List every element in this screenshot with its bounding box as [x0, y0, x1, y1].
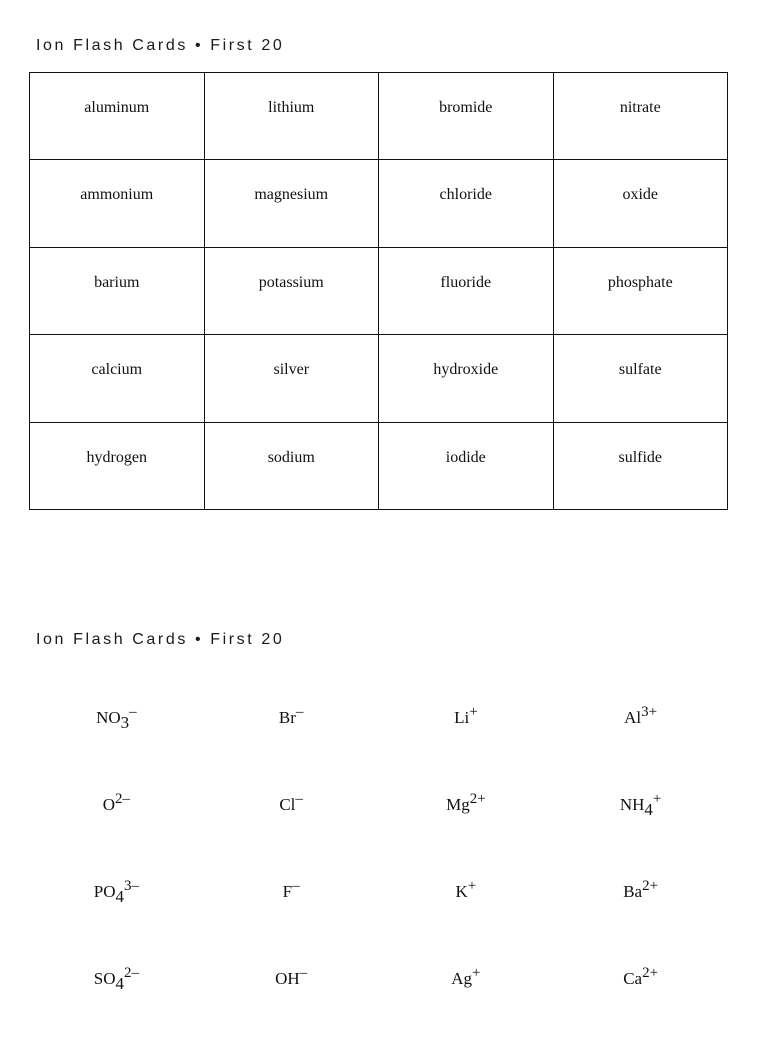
ion-name-card: bromide [379, 73, 554, 160]
ion-formula-card [204, 787, 379, 874]
ion-name-card: lithium [204, 73, 379, 160]
ion-formula-card [553, 874, 728, 961]
ion-name-card: silver [204, 335, 379, 422]
formula-charge: 2– [123, 965, 139, 981]
ion-formula-card [204, 700, 379, 787]
table-row [30, 73, 728, 160]
formula-charge: – [292, 878, 300, 894]
ion-formula-card [553, 787, 728, 874]
formula-symbol: Al [624, 708, 642, 727]
formula-subscript: 4 [115, 887, 124, 906]
formula-charge: 2+ [642, 878, 659, 894]
table-row [30, 335, 728, 422]
formula-subscript: 3 [120, 713, 130, 732]
formula-symbol: NO [96, 708, 121, 727]
ion-formula-card [29, 874, 204, 961]
formula-symbol: Ca [623, 969, 643, 988]
formula-charge: + [467, 878, 477, 894]
ion-name-card: calcium [30, 335, 205, 422]
ion-formula-card [204, 961, 379, 1048]
formula-symbol: Ag [451, 969, 473, 988]
formula-symbol: OH [275, 969, 300, 988]
formula-symbol: Ba [623, 882, 643, 901]
ion-name-card: hydroxide [379, 335, 554, 422]
ion-name-card: aluminum [30, 73, 205, 160]
ion-name-card: magnesium [204, 160, 379, 247]
ion-formula-card [204, 874, 379, 961]
formula-symbol: K [455, 882, 468, 901]
ion-name-card: nitrate [553, 73, 728, 160]
page-heading-formulas: Ion Flash Cards • First 20 [36, 631, 285, 648]
formula-charge: 3+ [641, 704, 658, 720]
ion-formula-card [379, 700, 554, 787]
ion-formula-card [553, 700, 728, 787]
formula-charge: – [299, 965, 308, 981]
ion-formula-card [29, 961, 204, 1048]
formula-symbol: PO [93, 882, 116, 901]
ion-name-card: potassium [204, 247, 379, 334]
ion-formula-card [379, 874, 554, 961]
formula-symbol: Cl [279, 795, 296, 814]
table-row [30, 247, 728, 334]
formula-charge: 2+ [469, 791, 486, 807]
ion-name-card: ammonium [30, 160, 205, 247]
ion-formula-cards-grid [29, 700, 728, 1048]
formula-symbol: SO [93, 969, 116, 988]
ion-name-cards-table [29, 72, 728, 510]
table-row [30, 422, 728, 509]
ion-formula-card [379, 961, 554, 1048]
formula-charge: – [129, 704, 137, 720]
ion-name-card: oxide [553, 160, 728, 247]
formula-subscript: 4 [115, 974, 124, 993]
formula-charge: 2+ [642, 965, 659, 981]
ion-name-card: phosphate [553, 247, 728, 334]
ion-formula-card [379, 787, 554, 874]
ion-formula-card [29, 787, 204, 874]
formula-symbol: F [282, 882, 293, 901]
ion-formula-card [29, 700, 204, 787]
ion-name-card: barium [30, 247, 205, 334]
formula-subscript: 4 [644, 800, 653, 819]
ion-name-card: sulfate [553, 335, 728, 422]
formula-charge: 2– [115, 791, 131, 807]
ion-name-card: hydrogen [30, 422, 205, 509]
ion-name-card: sodium [204, 422, 379, 509]
ion-name-card: fluoride [379, 247, 554, 334]
formula-charge: + [652, 791, 662, 807]
ion-name-card: sulfide [553, 422, 728, 509]
formula-symbol: Br [278, 708, 296, 727]
ion-formula-card [553, 961, 728, 1048]
ion-name-card: iodide [379, 422, 554, 509]
formula-symbol: O [102, 795, 116, 814]
formula-symbol: NH [619, 795, 645, 814]
formula-symbol: Li [454, 708, 470, 727]
formula-charge: – [295, 704, 304, 720]
formula-charge: + [472, 965, 481, 981]
formula-charge: + [469, 704, 478, 720]
ion-name-card: chloride [379, 160, 554, 247]
formula-charge: 3– [123, 878, 139, 894]
formula-charge: – [295, 791, 303, 807]
table-row [30, 160, 728, 247]
page-heading-names: Ion Flash Cards • First 20 [36, 37, 285, 54]
formula-symbol: Mg [446, 795, 470, 814]
